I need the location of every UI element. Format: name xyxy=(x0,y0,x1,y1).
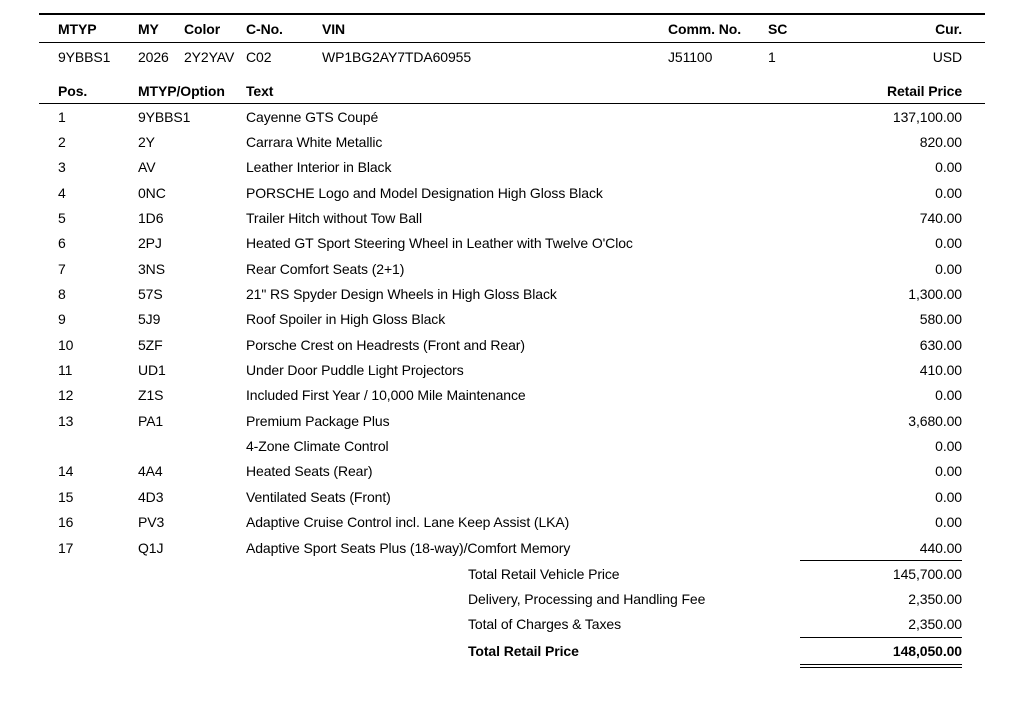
table-row xyxy=(39,459,985,484)
row-option-code: PV3 xyxy=(138,514,165,531)
options-header-row xyxy=(39,79,985,103)
col-mtyp: MTYP xyxy=(58,20,97,37)
row-text: Adaptive Sport Seats Plus (18-way)/Comfort Memory xyxy=(246,539,571,556)
row-text: Carrara White Metallic xyxy=(246,134,383,151)
row-price: 580.00 xyxy=(919,311,962,328)
col-comm-no: Comm. No. xyxy=(668,20,741,37)
vehicle-header-row xyxy=(39,15,985,42)
row-option-code: 2PJ xyxy=(138,235,162,252)
total-row xyxy=(39,612,985,637)
row-text: 4-Zone Climate Control xyxy=(246,438,389,455)
vehicle-color: 2Y2YAV xyxy=(184,48,235,65)
row-option-code: 4A4 xyxy=(138,463,163,480)
row-pos: 8 xyxy=(58,286,66,303)
row-price: 137,100.00 xyxy=(892,108,962,125)
row-price: 0.00 xyxy=(935,438,962,455)
row-text: Ventilated Seats (Front) xyxy=(246,488,391,505)
row-option-code: 1D6 xyxy=(138,210,164,227)
vehicle-mtyp: 9YBBS1 xyxy=(58,48,111,65)
row-price: 1,300.00 xyxy=(908,286,962,303)
row-option-code: PA1 xyxy=(138,412,164,429)
row-text: Heated GT Sport Steering Wheel in Leather with Twelve O'Cloc xyxy=(246,235,633,252)
total-row xyxy=(39,561,985,586)
row-pos: 17 xyxy=(58,539,74,556)
table-row xyxy=(39,256,985,281)
row-text: PORSCHE Logo and Model Designation High Gloss Black xyxy=(246,184,603,201)
total-value: 145,700.00 xyxy=(892,565,962,582)
total-value: 2,350.00 xyxy=(908,616,962,633)
row-option-code: UD1 xyxy=(138,362,166,379)
grand-total-row xyxy=(39,638,985,663)
row-price: 410.00 xyxy=(919,362,962,379)
col-color: Color xyxy=(184,20,221,37)
table-row xyxy=(39,433,985,458)
row-option-code: 5J9 xyxy=(138,311,161,328)
total-label: Total Retail Vehicle Price xyxy=(468,565,620,582)
table-row xyxy=(39,104,985,129)
row-pos: 9 xyxy=(58,311,66,328)
row-pos: 15 xyxy=(58,488,74,505)
table-row xyxy=(39,535,985,560)
row-price: 740.00 xyxy=(919,210,962,227)
table-row xyxy=(39,408,985,433)
row-text: Trailer Hitch without Tow Ball xyxy=(246,210,422,227)
row-option-code: 2Y xyxy=(138,134,155,151)
row-option-code: 4D3 xyxy=(138,488,164,505)
row-pos: 14 xyxy=(58,463,74,480)
row-price: 3,680.00 xyxy=(908,412,962,429)
row-text: Leather Interior in Black xyxy=(246,159,392,176)
row-pos: 6 xyxy=(58,235,66,252)
row-price: 0.00 xyxy=(935,159,962,176)
table-row xyxy=(39,357,985,382)
row-price: 0.00 xyxy=(935,235,962,252)
col-retail-price: Retail Price xyxy=(886,83,962,99)
row-price: 0.00 xyxy=(935,463,962,480)
row-text: Rear Comfort Seats (2+1) xyxy=(246,260,405,277)
table-row xyxy=(39,205,985,230)
row-price: 0.00 xyxy=(935,387,962,404)
col-my: MY xyxy=(138,20,159,37)
col-sc: SC xyxy=(768,20,788,37)
row-option-code: 9YBBS1 xyxy=(138,108,191,125)
row-text: Included First Year / 10,000 Mile Maintenance xyxy=(246,387,526,404)
row-option-code: Q1J xyxy=(138,539,164,556)
row-text: Adaptive Cruise Control incl. Lane Keep Assist (LKA) xyxy=(246,514,570,531)
row-option-code: 57S xyxy=(138,286,163,303)
table-row xyxy=(39,231,985,256)
row-text: 21" RS Spyder Design Wheels in High Gloss Black xyxy=(246,286,557,303)
row-pos: 7 xyxy=(58,260,66,277)
row-pos: 11 xyxy=(58,362,73,379)
row-price: 0.00 xyxy=(935,184,962,201)
row-price: 0.00 xyxy=(935,488,962,505)
row-text: Cayenne GTS Coupé xyxy=(246,108,379,125)
col-cur: Cur. xyxy=(935,20,962,37)
vehicle-order-document xyxy=(39,13,985,668)
row-price: 0.00 xyxy=(935,260,962,277)
row-option-code: 0NC xyxy=(138,184,166,201)
row-pos: 13 xyxy=(58,412,74,429)
col-cno: C-No. xyxy=(246,20,283,37)
row-text: Porsche Crest on Headrests (Front and Rear) xyxy=(246,336,525,353)
vehicle-cno: C02 xyxy=(246,48,272,65)
row-text: Under Door Puddle Light Projectors xyxy=(246,362,464,379)
vehicle-cur: USD xyxy=(932,48,962,65)
col-mtyp-option: MTYP/Option xyxy=(138,83,225,99)
table-row xyxy=(39,180,985,205)
table-row xyxy=(39,129,985,154)
total-row xyxy=(39,586,985,611)
row-pos: 3 xyxy=(58,159,66,176)
row-pos: 10 xyxy=(58,336,74,353)
vehicle-sc: 1 xyxy=(768,48,776,65)
row-price: 0.00 xyxy=(935,514,962,531)
row-pos: 12 xyxy=(58,387,74,404)
vehicle-values-row xyxy=(39,43,985,70)
grand-total-value: 148,050.00 xyxy=(892,642,962,659)
table-row xyxy=(39,307,985,332)
row-price: 440.00 xyxy=(919,539,962,556)
total-label: Delivery, Processing and Handling Fee xyxy=(468,591,706,608)
vehicle-comm-no: J51100 xyxy=(668,48,713,65)
row-option-code: 5ZF xyxy=(138,336,163,353)
row-pos: 5 xyxy=(58,210,66,227)
col-vin: VIN xyxy=(322,20,346,37)
table-row xyxy=(39,332,985,357)
row-price: 820.00 xyxy=(919,134,962,151)
grand-total-label: Total Retail Price xyxy=(468,642,579,659)
table-row xyxy=(39,281,985,306)
options-rows xyxy=(39,104,985,560)
row-option-code: Z1S xyxy=(138,387,164,404)
totals-rows xyxy=(39,561,985,637)
total-label: Total of Charges & Taxes xyxy=(468,616,621,633)
row-pos: 16 xyxy=(58,514,74,531)
row-pos: 1 xyxy=(58,108,66,125)
row-text: Heated Seats (Rear) xyxy=(246,463,373,480)
vehicle-my: 2026 xyxy=(138,48,169,65)
total-value: 2,350.00 xyxy=(908,591,962,608)
row-pos: 2 xyxy=(58,134,66,151)
row-text: Roof Spoiler in High Gloss Black xyxy=(246,311,446,328)
row-pos: 4 xyxy=(58,184,66,201)
table-row xyxy=(39,484,985,509)
col-pos: Pos. xyxy=(58,83,88,99)
row-price: 630.00 xyxy=(919,336,962,353)
row-text: Premium Package Plus xyxy=(246,412,390,429)
table-row xyxy=(39,155,985,180)
grand-total-double-underline xyxy=(800,664,962,668)
vehicle-vin: WP1BG2AY7TDA60955 xyxy=(322,48,472,65)
col-text: Text xyxy=(246,83,274,99)
row-option-code: 3NS xyxy=(138,260,165,277)
table-row xyxy=(39,510,985,535)
table-row xyxy=(39,383,985,408)
row-option-code: AV xyxy=(138,159,156,176)
